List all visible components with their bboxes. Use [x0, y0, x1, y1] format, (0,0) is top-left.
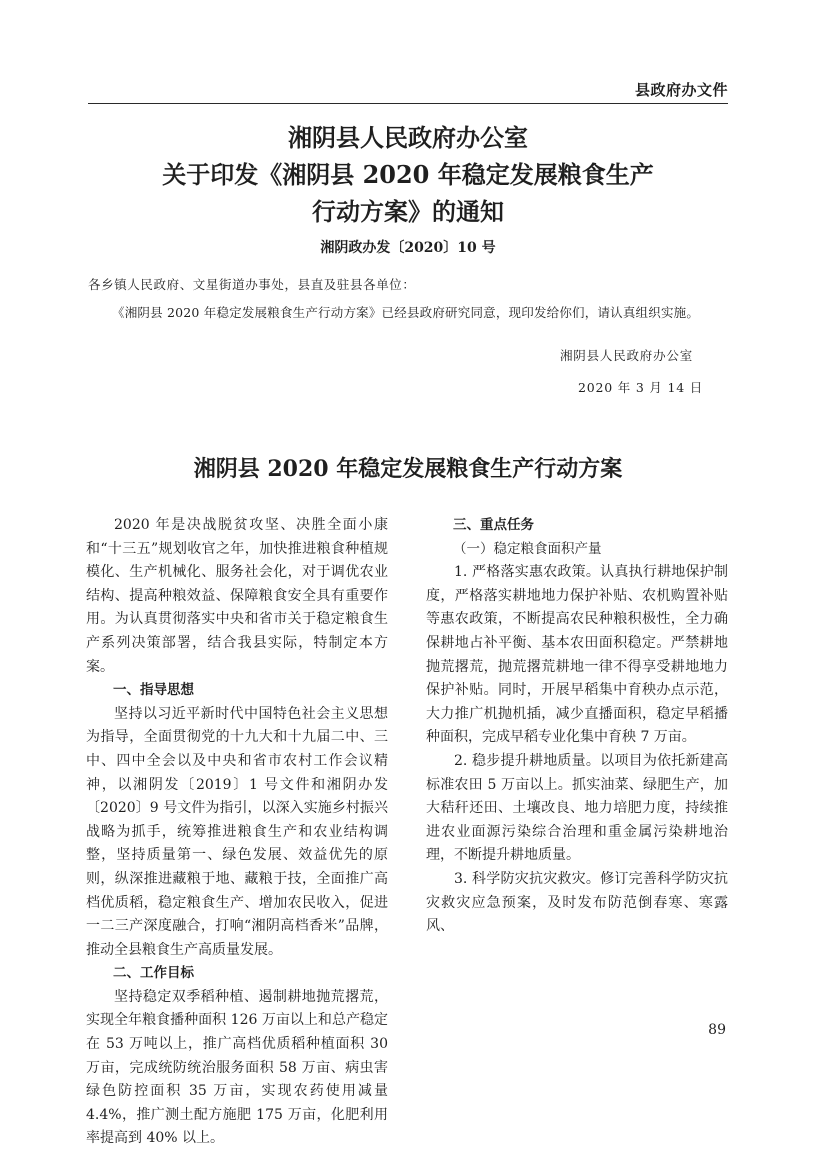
task-item-3-text: 修订完善科学防灾抗灾救灾应急预案，及时发布防范倒春寒、寒露风、: [426, 870, 729, 935]
page-number: 89: [708, 1022, 726, 1038]
right-column: [426, 514, 728, 939]
plan-intro-paragraph: 2020 年是决战脱贫攻坚、决胜全面小康和“十三五”规划收官之年，加快推进粮食种植规模化、生产机械化、服务社会化，对于调优农业结构、提高种粮效益、保障粮食安全具有重要作用。为认真贯彻落实中央和省市关于稳定粮食生产系列决策部署，结合我县实际，特制定本方案。: [86, 517, 388, 675]
notice-title-line-2: 关于印发《湘阴县 2020 年稳定发展粮食生产: [162, 160, 654, 189]
task-item-2: [426, 750, 728, 868]
section-heading-work-goals: 二、工作目标: [113, 965, 194, 982]
notice-title-line-3: 行动方案》的通知: [312, 197, 504, 226]
section-paragraph-guiding-ideology: 坚持以习近平新时代中国特色社会主义思想为指导，全面贯彻党的十九大和十九届二中、三中、四中全会以及中央和省市农村工作会议精神，以湘阴发〔2019〕1 号文件和湘阴办发〔2020〕9 号文件为指引，以深入实施乡村振兴战略为抓手，统筹推进粮食生产和农业结构调整，坚持质量第一、绿色发展、效益优先的原则，纵深推进藏粮于地、藏粮于技，全面推广高档优质稻，稳定粮食生产、增加农民收入，促进一二三产深度融合，打响“湘阴高档香米”品牌，推动全县粮食生产高质量发展。: [86, 705, 388, 958]
running-header-label: 县政府办文件: [634, 81, 728, 99]
section-heading-key-tasks: 三、重点任务: [453, 517, 534, 533]
issuer-signature: 湘阴县人民政府办公室: [560, 348, 694, 363]
subsection-heading-grain-area: （一）稳定粮食面积产量: [453, 540, 602, 557]
task-item-3: [426, 868, 728, 939]
issue-date: 2020 年 3 月 14 日: [578, 380, 704, 395]
notice-body: 《湘阴县 2020 年稳定发展粮食生产行动方案》已经县政府研究同意，现印发给你们，请认真组织实施。: [112, 305, 700, 320]
left-column: [86, 514, 388, 1151]
task-item-1-lead: 1. 严格落实惠农政策。: [454, 564, 601, 581]
notice-title-line-1: 湘阴县人民政府办公室: [288, 123, 528, 152]
task-item-3-lead: 3. 科学防灾抗灾救灾。: [454, 870, 601, 887]
notice-addressee: 各乡镇人民政府、文星街道办事处，县直及驻县各单位：: [88, 277, 416, 292]
task-item-1: [426, 561, 728, 750]
section-paragraph-work-goals: 坚持稳定双季稻种植、遏制耕地抛荒撂荒，实现全年粮食播种面积 126 万亩以上和总产稳定在 53 万吨以上，推广高档优质稻种植面积 30 万亩，完成统防统治服务面积 58 万亩、病虫害绿色防控面积 35 万亩，实现农药使用减量 4.4%，推广测土配方施肥 175 万亩，化肥利用率提高到 40% 以上。: [86, 988, 388, 1147]
plan-title: 湘阴县 2020 年稳定发展粮食生产行动方案: [193, 456, 623, 482]
task-item-1-text: 认真执行耕地保护制度，严格落实耕地地力保护补贴、农机购置补贴等惠农政策，不断提高农民种粮积极性，全力确保耕地占补平衡、基本农田面积稳定。严禁耕地抛荒撂荒，抛荒撂荒耕地一律不得享受耕地地力保护补贴。同时，开展早稻集中育秧办点示范，大力推广机抛机插，减少直播面积，稳定早稻播种面积，完成早稻专业化集中育秧 7 万亩。: [426, 564, 729, 746]
section-heading-guiding-ideology: 一、指导思想: [113, 682, 194, 699]
task-item-2-text: 以项目为依托新建高标准农田 5 万亩以上。抓实油菜、绿肥生产，加大秸秆还田、土壤改良、地力培肥力度，持续推进农业面源污染综合治理和重金属污染耕地治理，不断提升耕地质量。: [426, 752, 729, 864]
document-number: 湘阴政办发〔2020〕10 号: [320, 240, 496, 256]
notice-title: [88, 119, 728, 230]
task-item-2-lead: 2. 稳步提升耕地质量。: [454, 752, 601, 769]
header-rule: [88, 103, 728, 104]
